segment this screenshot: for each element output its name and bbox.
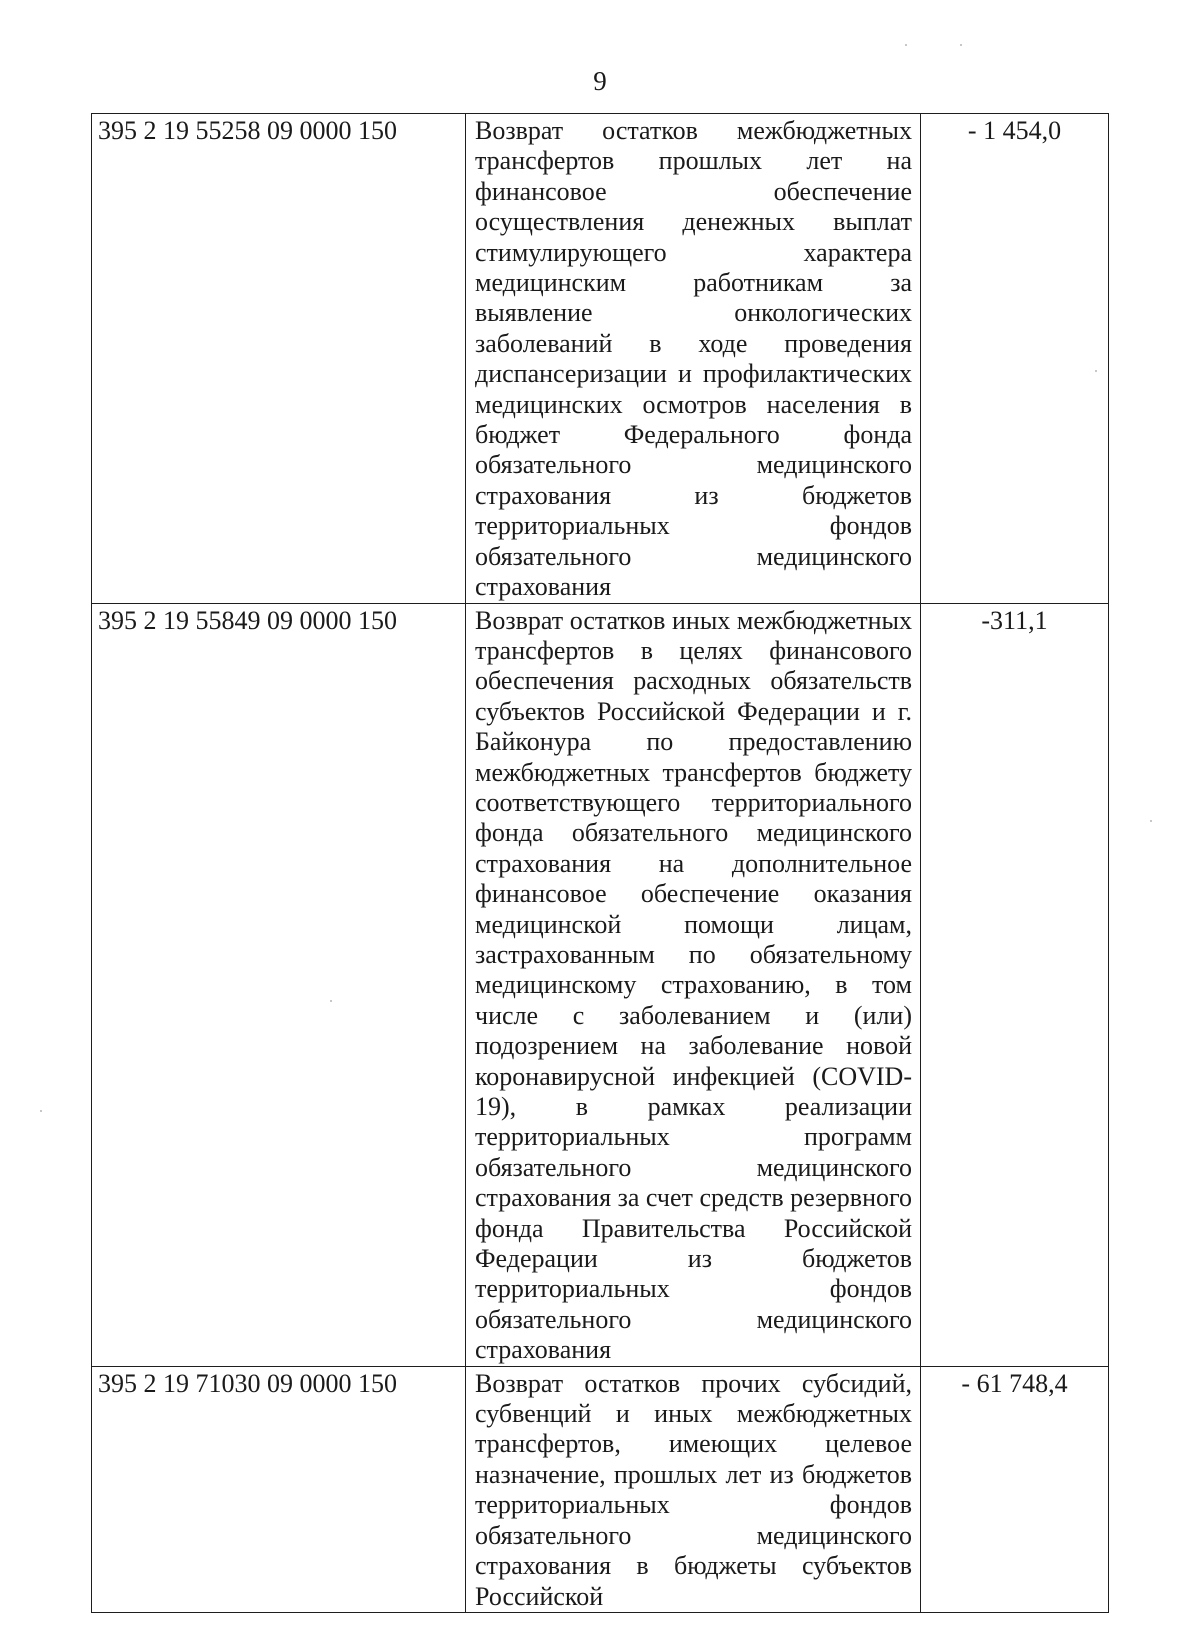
scan-speck <box>40 1110 42 1112</box>
table-row <box>92 1366 1109 1612</box>
scan-speck <box>1095 370 1097 372</box>
amount-cell: - 61 748,4 <box>921 1366 1109 1612</box>
budget-code-cell: 395 2 19 55258 09 0000 150 <box>92 114 466 604</box>
description-cell <box>466 114 921 604</box>
table-row <box>92 603 1109 1366</box>
table-row <box>92 114 1109 604</box>
scan-speck <box>960 44 962 46</box>
description-text: Возврат остатков иных межбюджетных трансфертов в целях финансового обеспечения расходных обязательств субъектов Российской Федерации и г. Байконура по предоставлению межбюджетных трансфертов бюджету соответствующего территориального фонда обязательного медицинского страхования на дополнительное финансовое обеспечение оказания медицинской помощи лицам, застрахованным по обязательному медицинскому страхованию, в том числе с заболеванием и (или) подозрением на заболевание новой коронавирусной инфекцией (COVID-19), в рамках реализации территориальных программ обязательного медицинского страхования за счет средств резервного фонда Правительства Российской Федерации из бюджетов территориальных фондов обязательного медицинского страхования <box>475 605 912 1365</box>
description-text: Возврат остатков прочих субсидий, субвенций и иных межбюджетных трансфертов, имеющих целевое назначение, прошлых лет из бюджетов территориальных фондов обязательного медицинского страхования в бюджеты субъектов Российской <box>475 1368 912 1611</box>
description-text: Возврат остатков межбюджетных трансфертов прошлых лет на финансовое обеспечение осуществления денежных выплат стимулирующего характера медицинским работникам за выявление онкологических заболеваний в ходе проведения диспансеризации и профилактических медицинских осмотров населения в бюджет Федерального фонда обязательного медицинского страхования из бюджетов территориальных фондов обязательного медицинского страхования <box>475 116 912 602</box>
description-cell <box>466 603 921 1366</box>
amount-cell: - 1 454,0 <box>921 114 1109 604</box>
description-cell <box>466 1366 921 1612</box>
budget-table <box>91 113 1109 1613</box>
page-number: 9 <box>593 66 607 96</box>
scan-speck <box>905 44 907 46</box>
budget-code-cell: 395 2 19 55849 09 0000 150 <box>92 603 466 1366</box>
amount-cell: -311,1 <box>921 603 1109 1366</box>
scan-speck <box>330 1000 332 1002</box>
scan-speck <box>1150 820 1152 822</box>
budget-code-cell: 395 2 19 71030 09 0000 150 <box>92 1366 466 1612</box>
